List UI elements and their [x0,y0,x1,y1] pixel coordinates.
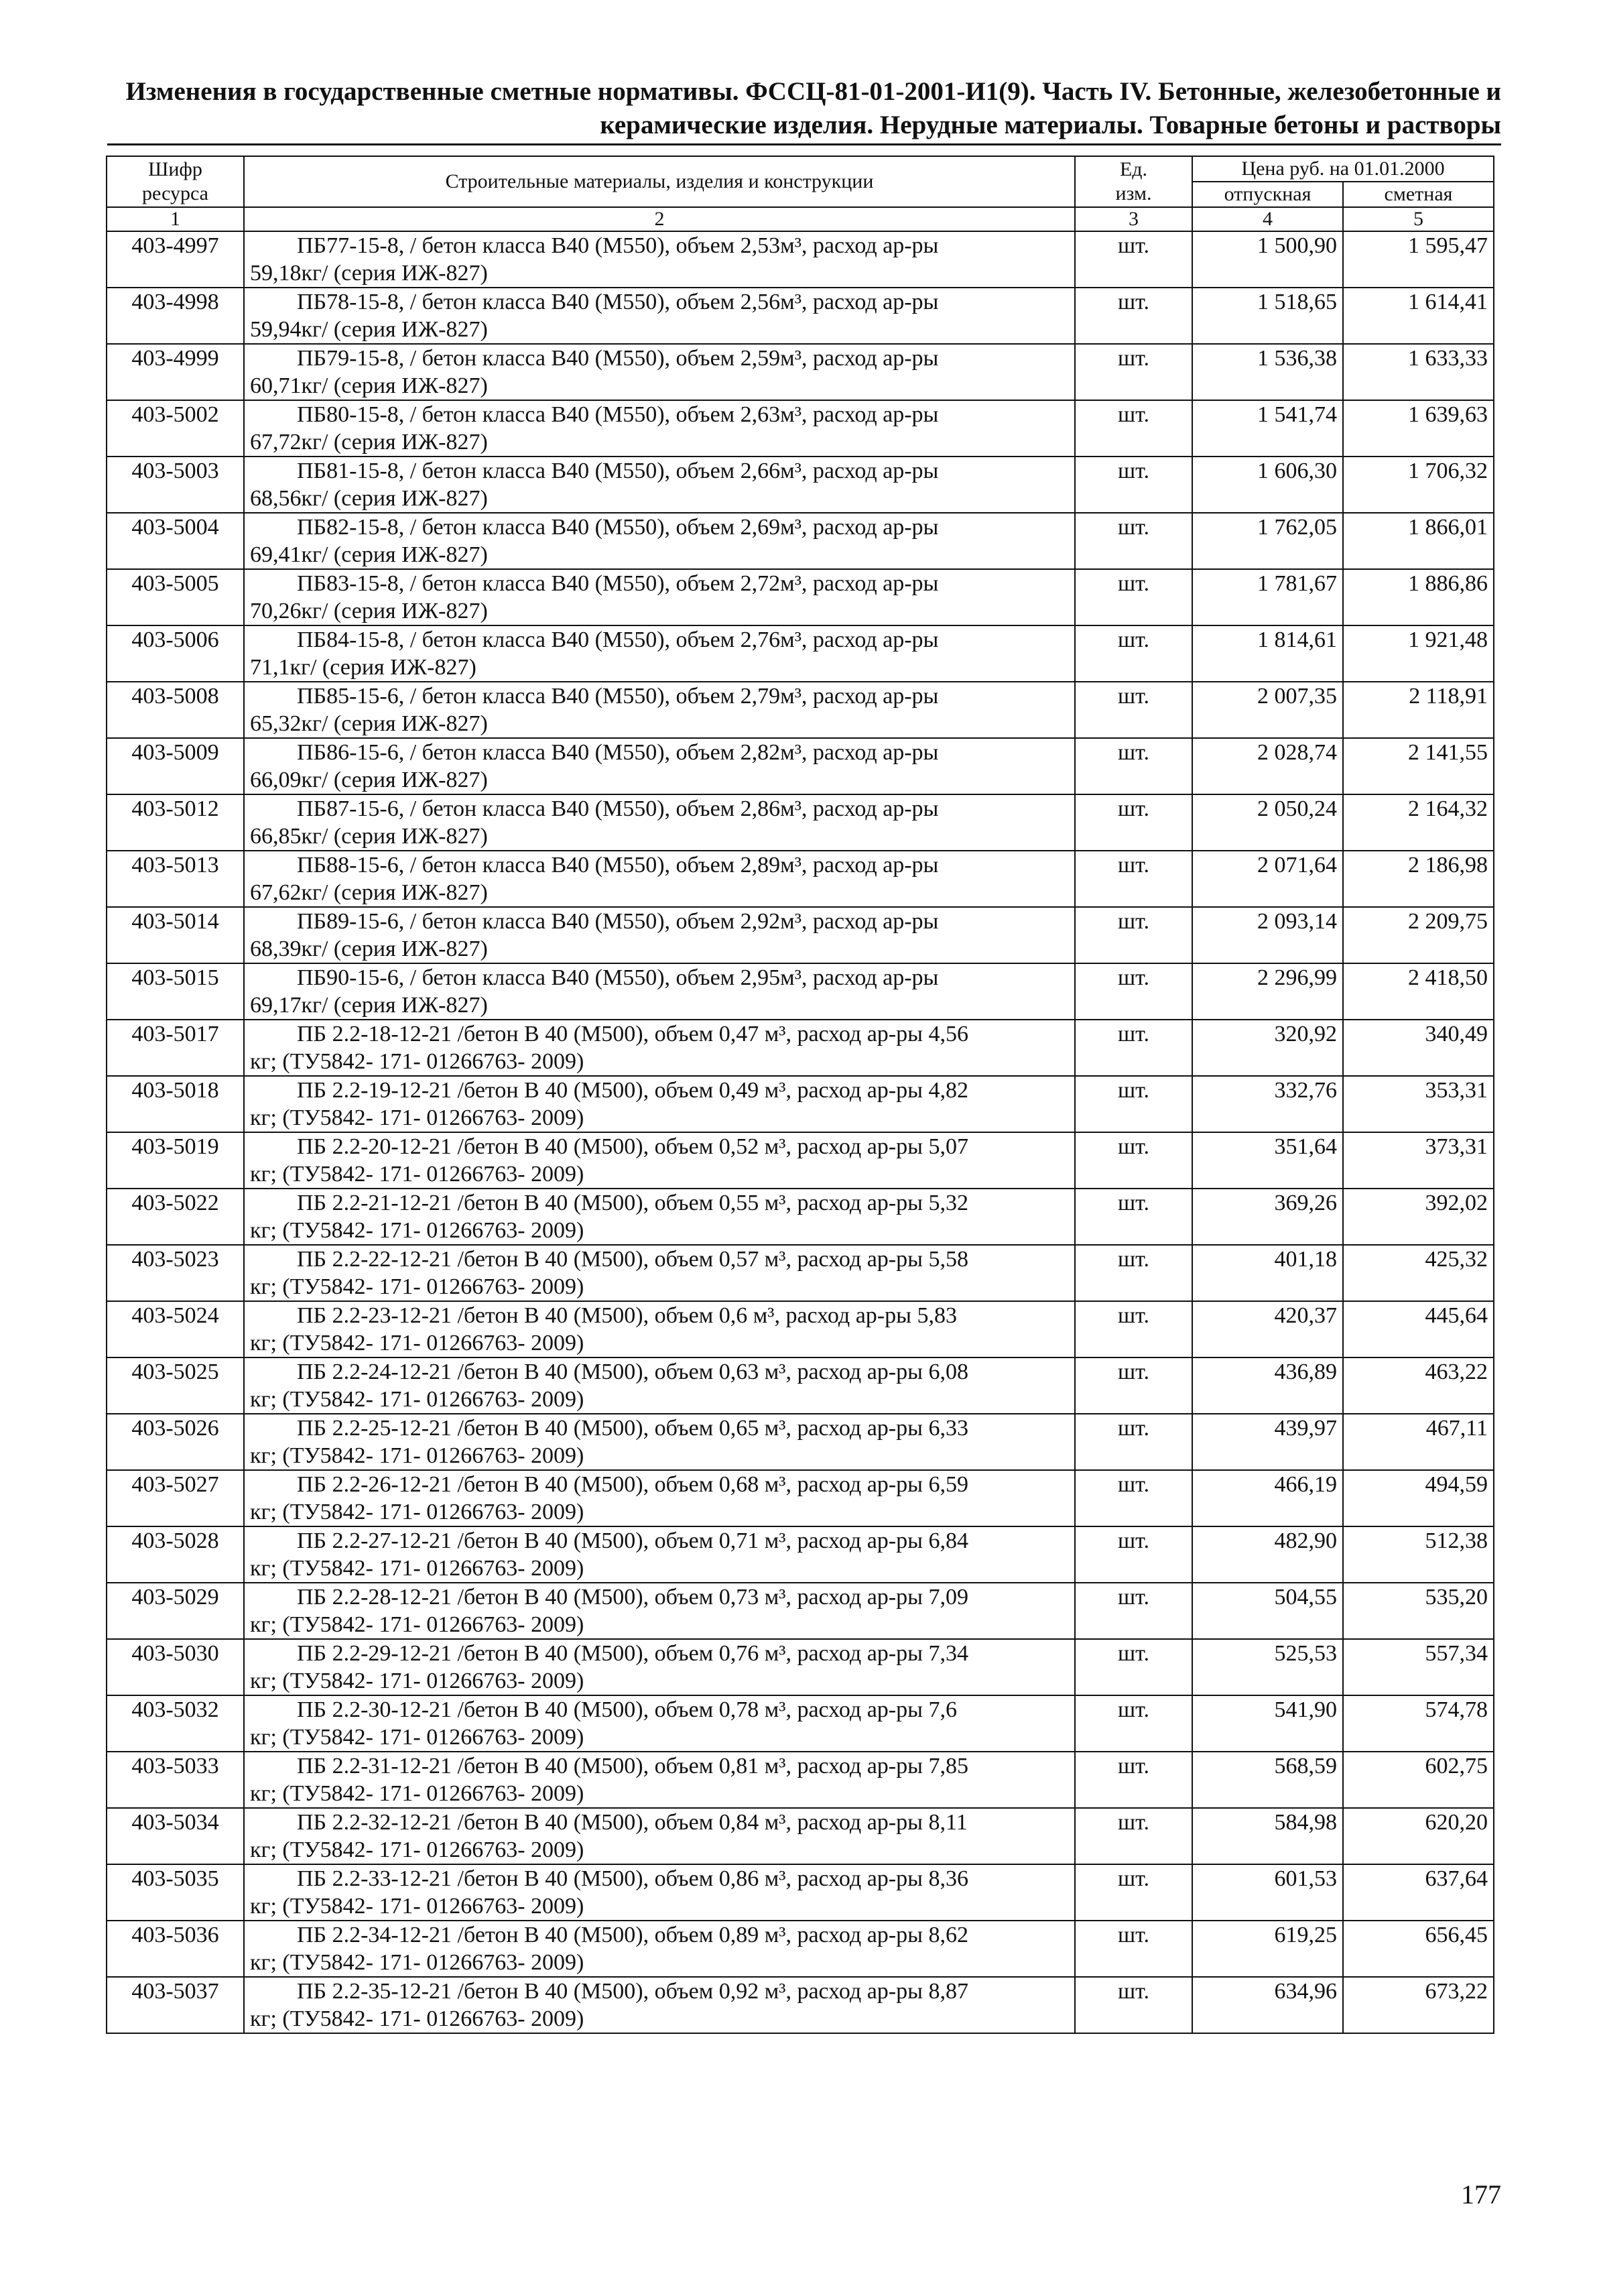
table-row [107,1301,1494,1357]
material-description [244,682,1075,738]
unit-of-measure: шт. [1075,1470,1192,1526]
description-line-2: кг; (ТУ5842- 171- 01266763- 2009) [250,1725,584,1750]
unit-of-measure: шт. [1075,1357,1192,1414]
description-line-2: кг; (ТУ5842- 171- 01266763- 2009) [250,1387,584,1412]
resource-code: 403-5017 [107,1020,244,1076]
description-line-1: ПБ 2.2-35-12-21 /бетон В 40 (М500), объем 0,92 м³, расход ар-ры 8,87 [297,1979,968,2004]
table-row [107,1752,1494,1808]
table-row [107,682,1494,738]
header-line-2: керамические изделия. Нерудные материалы. Товарные бетоны и растворы [600,111,1501,139]
material-description [244,1470,1075,1526]
resource-code: 403-5004 [107,513,244,569]
release-price: 525,53 [1192,1639,1343,1695]
description-line-1: ПБ 2.2-20-12-21 /бетон В 40 (М500), объем 0,52 м³, расход ар-ры 5,07 [297,1134,968,1159]
release-price: 1 814,61 [1192,625,1343,682]
table-row [107,1076,1494,1132]
material-description [244,457,1075,513]
resource-code: 403-4999 [107,344,244,400]
description-line-1: ПБ 2.2-19-12-21 /бетон В 40 (М500), объем 0,49 м³, расход ар-ры 4,82 [297,1078,968,1103]
release-price: 568,59 [1192,1752,1343,1808]
release-price: 634,96 [1192,1977,1343,2033]
estimate-price: 656,45 [1343,1921,1494,1977]
estimate-price: 1 921,48 [1343,625,1494,682]
unit-of-measure: шт. [1075,1808,1192,1864]
description-line-2: 68,39кг/ (серия ИЖ-827) [250,936,488,961]
release-price: 466,19 [1192,1470,1343,1526]
description-line-1: ПБ 2.2-24-12-21 /бетон В 40 (М500), объем 0,63 м³, расход ар-ры 6,08 [297,1360,968,1384]
table-row [107,1414,1494,1470]
description-line-1: ПБ 2.2-21-12-21 /бетон В 40 (М500), объем 0,55 м³, расход ар-ры 5,32 [297,1191,968,1215]
unit-of-measure: шт. [1075,907,1192,963]
material-description [244,1639,1075,1695]
description-line-1: ПБ87-15-6, / бетон класса В40 (М550), объем 2,86м³, расход ар-ры [297,796,939,821]
description-line-2: 71,1кг/ (серия ИЖ-827) [250,655,476,680]
estimate-price: 535,20 [1343,1583,1494,1639]
header-code-line2: ресурса [142,182,208,204]
header-code [107,156,244,207]
resource-code: 403-5029 [107,1583,244,1639]
table-row [107,907,1494,963]
description-line-1: ПБ 2.2-25-12-21 /бетон В 40 (М500), объем 0,65 м³, расход ар-ры 6,33 [297,1416,968,1441]
table-row [107,231,1494,288]
unit-of-measure: шт. [1075,1132,1192,1189]
release-price: 2 028,74 [1192,738,1343,794]
material-description [244,907,1075,963]
estimate-price: 392,02 [1343,1189,1494,1245]
material-description [244,1357,1075,1414]
table-row [107,1921,1494,1977]
release-price: 584,98 [1192,1808,1343,1864]
unit-of-measure: шт. [1075,1695,1192,1752]
table-body [107,231,1494,2033]
unit-of-measure: шт. [1075,1864,1192,1921]
table-row [107,288,1494,344]
material-description [244,625,1075,682]
description-line-2: 69,41кг/ (серия ИЖ-827) [250,542,488,567]
description-line-2: кг; (ТУ5842- 171- 01266763- 2009) [250,1612,584,1637]
resource-code: 403-5030 [107,1639,244,1695]
description-line-1: ПБ 2.2-33-12-21 /бетон В 40 (М500), объем 0,86 м³, расход ар-ры 8,36 [297,1866,968,1891]
unit-of-measure: шт. [1075,625,1192,682]
description-line-1: ПБ89-15-6, / бетон класса В40 (М550), объем 2,92м³, расход ар-ры [297,909,939,934]
estimate-price: 1 595,47 [1343,231,1494,288]
resource-code: 403-5025 [107,1357,244,1414]
header-price-group: Цена руб. на 01.01.2000 [1192,156,1494,182]
description-line-2: 65,32кг/ (серия ИЖ-827) [250,711,488,736]
table-row [107,625,1494,682]
description-line-1: ПБ 2.2-22-12-21 /бетон В 40 (М500), объем 0,57 м³, расход ар-ры 5,58 [297,1247,968,1272]
estimate-price: 445,64 [1343,1301,1494,1357]
unit-of-measure: шт. [1075,1526,1192,1583]
material-description [244,513,1075,569]
estimate-price: 637,64 [1343,1864,1494,1921]
description-line-1: ПБ 2.2-27-12-21 /бетон В 40 (М500), объем 0,71 м³, расход ар-ры 6,84 [297,1528,968,1553]
release-price: 369,26 [1192,1189,1343,1245]
unit-of-measure: шт. [1075,1639,1192,1695]
unit-of-measure: шт. [1075,851,1192,907]
table-row [107,344,1494,400]
release-price: 619,25 [1192,1921,1343,1977]
release-price: 541,90 [1192,1695,1343,1752]
release-price: 420,37 [1192,1301,1343,1357]
release-price: 1 518,65 [1192,288,1343,344]
table-row [107,1357,1494,1414]
description-line-2: кг; (ТУ5842- 171- 01266763- 2009) [250,1894,584,1919]
price-table [106,156,1494,2034]
resource-code: 403-5023 [107,1245,244,1301]
resource-code: 403-5027 [107,1470,244,1526]
resource-code: 403-5037 [107,1977,244,2033]
description-line-2: кг; (ТУ5842- 171- 01266763- 2009) [250,1443,584,1468]
resource-code: 403-5006 [107,625,244,682]
estimate-price: 340,49 [1343,1020,1494,1076]
description-line-1: ПБ 2.2-29-12-21 /бетон В 40 (М500), объем 0,76 м³, расход ар-ры 7,34 [297,1641,968,1666]
resource-code: 403-5009 [107,738,244,794]
release-price: 2 093,14 [1192,907,1343,963]
description-line-1: ПБ80-15-8, / бетон класса В40 (М550), объем 2,63м³, расход ар-ры [297,402,939,427]
material-description [244,1132,1075,1189]
material-description [244,344,1075,400]
estimate-price: 512,38 [1343,1526,1494,1583]
description-line-1: ПБ 2.2-34-12-21 /бетон В 40 (М500), объем 0,89 м³, расход ар-ры 8,62 [297,1923,968,1947]
table-row [107,1245,1494,1301]
description-line-2: 66,09кг/ (серия ИЖ-827) [250,768,488,792]
column-number: 4 [1192,207,1343,231]
material-description [244,1752,1075,1808]
description-line-1: ПБ 2.2-28-12-21 /бетон В 40 (М500), объем 0,73 м³, расход ар-ры 7,09 [297,1585,968,1610]
material-description [244,738,1075,794]
release-price: 401,18 [1192,1245,1343,1301]
description-line-2: кг; (ТУ5842- 171- 01266763- 2009) [250,1500,584,1524]
unit-of-measure: шт. [1075,288,1192,344]
estimate-price: 673,22 [1343,1977,1494,2033]
description-line-2: кг; (ТУ5842- 171- 01266763- 2009) [250,1556,584,1581]
header-price-estimate: сметная [1343,182,1494,207]
estimate-price: 353,31 [1343,1076,1494,1132]
page-header [107,75,1501,145]
description-line-1: ПБ 2.2-26-12-21 /бетон В 40 (М500), объем 0,68 м³, расход ар-ры 6,59 [297,1472,968,1497]
description-line-1: ПБ82-15-8, / бетон класса В40 (М550), объем 2,69м³, расход ар-ры [297,515,939,540]
description-line-2: кг; (ТУ5842- 171- 01266763- 2009) [250,1669,584,1693]
estimate-price: 2 418,50 [1343,963,1494,1020]
unit-of-measure: шт. [1075,1245,1192,1301]
resource-code: 403-5012 [107,794,244,851]
unit-of-measure: шт. [1075,682,1192,738]
description-line-1: ПБ 2.2-23-12-21 /бетон В 40 (М500), объем 0,6 м³, расход ар-ры 5,83 [297,1303,957,1328]
table-row [107,738,1494,794]
description-line-1: ПБ79-15-8, / бетон класса В40 (М550), объем 2,59м³, расход ар-ры [297,346,939,371]
material-description [244,569,1075,625]
material-description [244,794,1075,851]
header-line-1: Изменения в государственные сметные нормативы. ФССЦ-81-01-2001-И1(9). Часть IV. Бетонные, железобетонные и [125,77,1501,106]
resource-code: 403-5032 [107,1695,244,1752]
resource-code: 403-5022 [107,1189,244,1245]
estimate-price: 494,59 [1343,1470,1494,1526]
release-price: 482,90 [1192,1526,1343,1583]
resource-code: 403-5005 [107,569,244,625]
description-line-2: 66,85кг/ (серия ИЖ-827) [250,824,488,849]
description-line-2: кг; (ТУ5842- 171- 01266763- 2009) [250,1781,584,1806]
estimate-price: 1 706,32 [1343,457,1494,513]
table-row [107,1189,1494,1245]
description-line-2: кг; (ТУ5842- 171- 01266763- 2009) [250,2006,584,2031]
release-price: 1 606,30 [1192,457,1343,513]
release-price: 2 050,24 [1192,794,1343,851]
material-description [244,1921,1075,1977]
release-price: 1 500,90 [1192,231,1343,288]
resource-code: 403-5036 [107,1921,244,1977]
table-row [107,794,1494,851]
release-price: 504,55 [1192,1583,1343,1639]
resource-code: 403-5002 [107,400,244,457]
estimate-price: 1 886,86 [1343,569,1494,625]
estimate-price: 467,11 [1343,1414,1494,1470]
unit-of-measure: шт. [1075,513,1192,569]
description-line-2: 70,26кг/ (серия ИЖ-827) [250,599,488,623]
unit-of-measure: шт. [1075,794,1192,851]
resource-code: 403-5013 [107,851,244,907]
estimate-price: 620,20 [1343,1808,1494,1864]
table-row [107,1808,1494,1864]
description-line-2: кг; (ТУ5842- 171- 01266763- 2009) [250,1950,584,1975]
unit-of-measure: шт. [1075,738,1192,794]
estimate-price: 425,32 [1343,1245,1494,1301]
header-unit-line1: Ед. [1119,158,1148,180]
description-line-2: 67,72кг/ (серия ИЖ-827) [250,430,488,455]
table-row [107,851,1494,907]
description-line-2: кг; (ТУ5842- 171- 01266763- 2009) [250,1162,584,1187]
release-price: 439,97 [1192,1414,1343,1470]
description-line-1: ПБ77-15-8, / бетон класса В40 (М550), объем 2,53м³, расход ар-ры [297,233,939,258]
description-line-2: 67,62кг/ (серия ИЖ-827) [250,880,488,905]
resource-code: 403-5003 [107,457,244,513]
release-price: 332,76 [1192,1076,1343,1132]
unit-of-measure: шт. [1075,1921,1192,1977]
release-price: 1 762,05 [1192,513,1343,569]
column-number-row [107,207,1494,231]
table-row [107,1864,1494,1921]
description-line-1: ПБ85-15-6, / бетон класса В40 (М550), объем 2,79м³, расход ар-ры [297,684,939,709]
material-description [244,1301,1075,1357]
resource-code: 403-5015 [107,963,244,1020]
table-row [107,1639,1494,1695]
estimate-price: 602,75 [1343,1752,1494,1808]
unit-of-measure: шт. [1075,963,1192,1020]
table-row [107,963,1494,1020]
description-line-1: ПБ 2.2-31-12-21 /бетон В 40 (М500), объем 0,81 м³, расход ар-ры 7,85 [297,1754,968,1778]
resource-code: 403-5034 [107,1808,244,1864]
release-price: 2 296,99 [1192,963,1343,1020]
release-price: 1 541,74 [1192,400,1343,457]
material-description [244,1864,1075,1921]
description-line-1: ПБ 2.2-18-12-21 /бетон В 40 (М500), объем 0,47 м³, расход ар-ры 4,56 [297,1022,968,1046]
header-unit [1075,156,1192,207]
material-description [244,1414,1075,1470]
table-row [107,513,1494,569]
table-row [107,569,1494,625]
material-description [244,1808,1075,1864]
material-description [244,400,1075,457]
release-price: 1 781,67 [1192,569,1343,625]
material-description [244,1020,1075,1076]
table-row [107,457,1494,513]
description-line-1: ПБ88-15-6, / бетон класса В40 (М550), объем 2,89м³, расход ар-ры [297,853,939,878]
estimate-price: 373,31 [1343,1132,1494,1189]
estimate-price: 2 118,91 [1343,682,1494,738]
resource-code: 403-5024 [107,1301,244,1357]
page-number: 177 [1461,2179,1501,2210]
column-number: 1 [107,207,244,231]
material-description [244,1526,1075,1583]
estimate-price: 1 633,33 [1343,344,1494,400]
description-line-1: ПБ78-15-8, / бетон класса В40 (М550), объем 2,56м³, расход ар-ры [297,290,939,314]
unit-of-measure: шт. [1075,1301,1192,1357]
description-line-2: кг; (ТУ5842- 171- 01266763- 2009) [250,1049,584,1074]
estimate-price: 574,78 [1343,1695,1494,1752]
resource-code: 403-4998 [107,288,244,344]
estimate-price: 1 614,41 [1343,288,1494,344]
description-line-2: кг; (ТУ5842- 171- 01266763- 2009) [250,1837,584,1862]
table-row [107,1470,1494,1526]
unit-of-measure: шт. [1075,1752,1192,1808]
description-line-2: кг; (ТУ5842- 171- 01266763- 2009) [250,1331,584,1355]
resource-code: 403-5035 [107,1864,244,1921]
table-row [107,1526,1494,1583]
table-row [107,1695,1494,1752]
description-line-1: ПБ84-15-8, / бетон класса В40 (М550), объем 2,76м³, расход ар-ры [297,627,939,652]
description-line-2: 59,94кг/ (серия ИЖ-827) [250,317,488,342]
material-description [244,288,1075,344]
description-line-1: ПБ90-15-6, / бетон класса В40 (М550), объем 2,95м³, расход ар-ры [297,965,939,990]
header-price-release: отпускная [1192,182,1343,207]
resource-code: 403-4997 [107,231,244,288]
unit-of-measure: шт. [1075,344,1192,400]
description-line-2: кг; (ТУ5842- 171- 01266763- 2009) [250,1105,584,1130]
table-row [107,1977,1494,2033]
description-line-1: ПБ86-15-6, / бетон класса В40 (М550), объем 2,82м³, расход ар-ры [297,740,939,765]
estimate-price: 463,22 [1343,1357,1494,1414]
description-line-2: кг; (ТУ5842- 171- 01266763- 2009) [250,1274,584,1299]
unit-of-measure: шт. [1075,569,1192,625]
estimate-price: 2 186,98 [1343,851,1494,907]
header-code-line1: Шифр [148,158,202,180]
material-description [244,851,1075,907]
resource-code: 403-5026 [107,1414,244,1470]
unit-of-measure: шт. [1075,1189,1192,1245]
unit-of-measure: шт. [1075,1076,1192,1132]
material-description [244,1977,1075,2033]
header-unit-line2: изм. [1115,182,1152,204]
description-line-1: ПБ81-15-8, / бетон класса В40 (М550), объем 2,66м³, расход ар-ры [297,459,939,483]
release-price: 1 536,38 [1192,344,1343,400]
unit-of-measure: шт. [1075,1977,1192,2033]
resource-code: 403-5019 [107,1132,244,1189]
resource-code: 403-5014 [107,907,244,963]
resource-code: 403-5018 [107,1076,244,1132]
estimate-price: 2 209,75 [1343,907,1494,963]
description-line-2: 59,18кг/ (серия ИЖ-827) [250,261,488,286]
release-price: 2 007,35 [1192,682,1343,738]
material-description [244,1583,1075,1639]
release-price: 436,89 [1192,1357,1343,1414]
unit-of-measure: шт. [1075,400,1192,457]
column-number: 3 [1075,207,1192,231]
resource-code: 403-5008 [107,682,244,738]
estimate-price: 1 866,01 [1343,513,1494,569]
resource-code: 403-5028 [107,1526,244,1583]
estimate-price: 557,34 [1343,1639,1494,1695]
material-description [244,1076,1075,1132]
estimate-price: 2 164,32 [1343,794,1494,851]
description-line-2: кг; (ТУ5842- 171- 01266763- 2009) [250,1218,584,1243]
table-row [107,1583,1494,1639]
material-description [244,1245,1075,1301]
column-number: 5 [1343,207,1494,231]
unit-of-measure: шт. [1075,1583,1192,1639]
description-line-1: ПБ 2.2-30-12-21 /бетон В 40 (М500), объем 0,78 м³, расход ар-ры 7,6 [297,1697,957,1722]
header-materials: Строительные материалы, изделия и конструкции [244,156,1075,207]
description-line-2: 60,71кг/ (серия ИЖ-827) [250,373,488,398]
unit-of-measure: шт. [1075,231,1192,288]
unit-of-measure: шт. [1075,1414,1192,1470]
material-description [244,1695,1075,1752]
table-row [107,400,1494,457]
estimate-price: 1 639,63 [1343,400,1494,457]
release-price: 2 071,64 [1192,851,1343,907]
material-description [244,231,1075,288]
description-line-1: ПБ83-15-8, / бетон класса В40 (М550), объем 2,72м³, расход ар-ры [297,571,939,596]
resource-code: 403-5033 [107,1752,244,1808]
unit-of-measure: шт. [1075,1020,1192,1076]
material-description [244,1189,1075,1245]
release-price: 351,64 [1192,1132,1343,1189]
release-price: 320,92 [1192,1020,1343,1076]
estimate-price: 2 141,55 [1343,738,1494,794]
column-number: 2 [244,207,1075,231]
description-line-2: 68,56кг/ (серия ИЖ-827) [250,486,488,511]
description-line-1: ПБ 2.2-32-12-21 /бетон В 40 (М500), объем 0,84 м³, расход ар-ры 8,11 [297,1810,968,1835]
table-row [107,1020,1494,1076]
material-description [244,963,1075,1020]
table-header [107,156,1494,231]
description-line-2: 69,17кг/ (серия ИЖ-827) [250,993,488,1018]
table-row [107,1132,1494,1189]
unit-of-measure: шт. [1075,457,1192,513]
release-price: 601,53 [1192,1864,1343,1921]
